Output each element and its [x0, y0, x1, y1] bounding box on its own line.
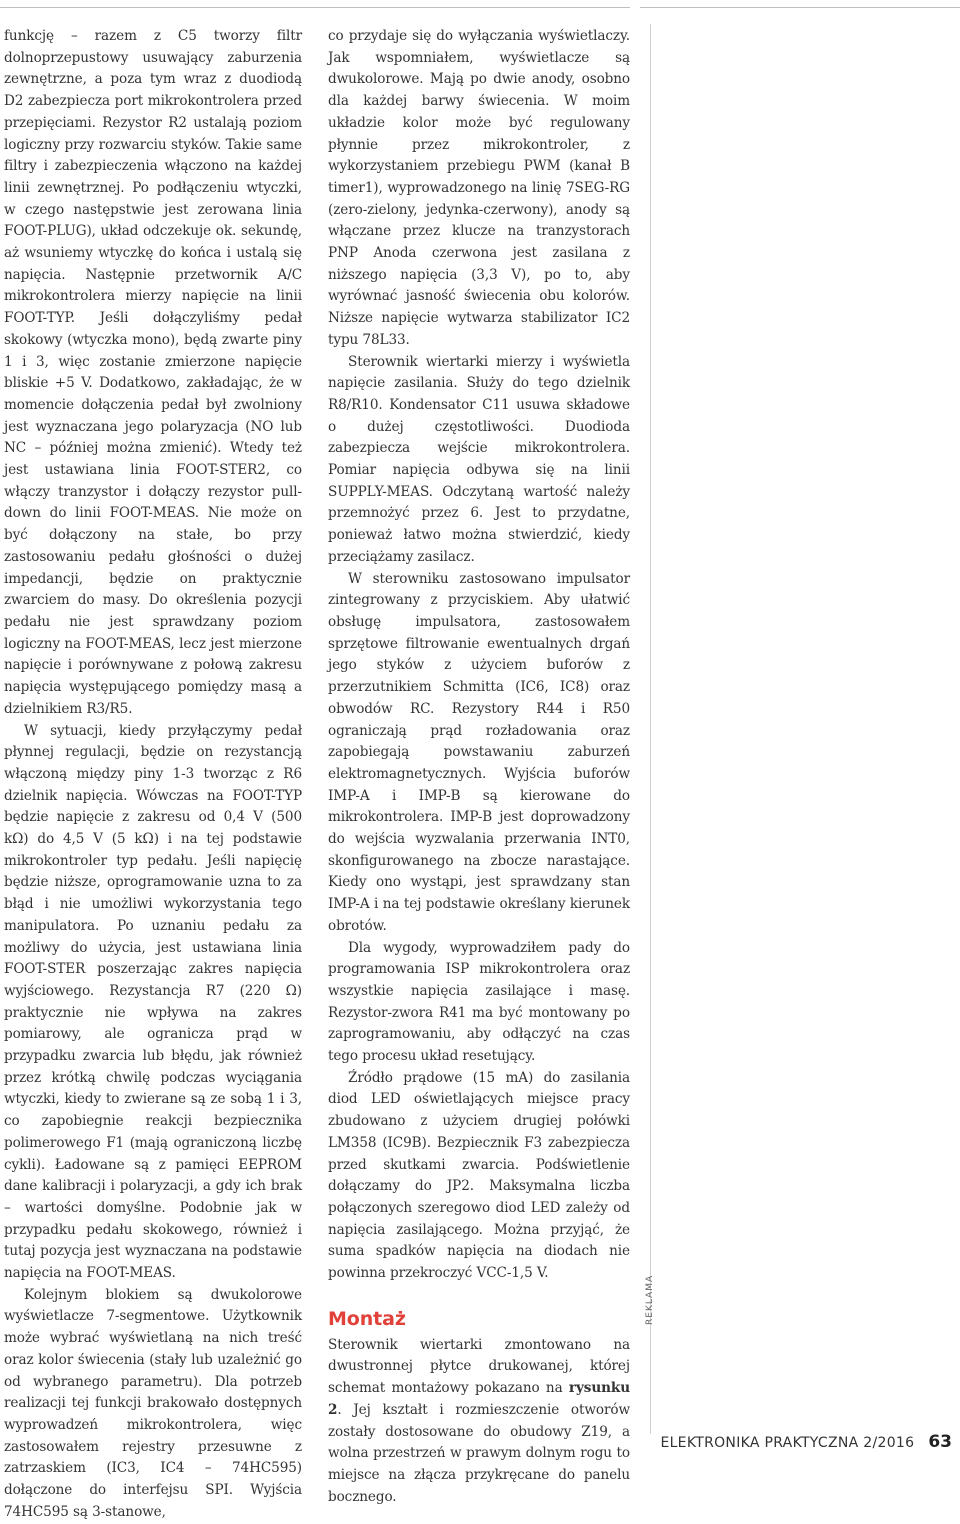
paragraph: Kolejnym blokiem są dwukolorowe wyświetlacze 7-segmentowe. Użytkownik może wybrać wyświetlaną na nich treść oraz kolor świecenia (stały lub uzależnić go od wybranego parametru). Dla potrzeb realizacji tej funkcji brakowało dostępnych wyprowadzeń mikrokontrolera, więc zastosowałem rejestry przesuwne z zatrzaskiem (IC3, IC4 – 74HC595) dołączone do interfejsu SPI. Wyjścia 74HC595 są 3-stanowe,: [4, 1286, 302, 1520]
paragraph: Sterownik wiertarki mierzy i wyświetla napięcie zasilania. Służy do tego dzielnik R8/R10. Kondensator C11 usuwa składowe o dużej częstotliwości. Duodioda zabezpiecza wejście mikrokontrolera. Pomiar napięcia odbywa się na linii SUPPLY-MEAS. Odczytaną wartość należy przemnożyć przez 6. Jest to przydatne, ponieważ łatwo można stwierdzić, kiedy przeciążamy zasilacz.: [328, 353, 630, 565]
paragraph: W sytuacji, kiedy przyłączymy pedał płynnej regulacji, będzie on rezystancją włączoną między piny 1-3 tworząc z R6 dzielnik napięcia. Wówczas na FOOT-TYP będzie napięcie z zakresu od 0,4 V (500 kΩ) do 4,5 V (5 kΩ) i na tej podstawie mikrokontroler typ pedału. Jeśli napięcię będzie niższe, oprogramowanie uzna to za błąd i nie umożliwi wykorzystania tego manipulatora. Po uznaniu pedału za możliwy do użycia, jest ustawiana linia FOOT-STER poszerzając zakres napięcia wyjściowego. Rezystancja R7 (220 Ω) praktycznie nie wpływa na zakres pomiarowy, ale ogranicza prąd w przypadku zwarcia lub błędu, jak również przez krótką chwilę podczas wyciągania wtyczki, kiedy to zwierane są ze sobą 1 i 3, co zapobiegnie reakcji bezpiecznika polimerowego F1 (mają ograniczoną liczbę cykli). Ładowane są z pamięci EEPROM dane kalibracji i polaryzacji, a gdy ich brak – wartości domyślne. Podobnie jak w przypadku pedału skokowego, również i tutaj pozycja jest wyznaczana na podstawie napięcia na FOOT-MEAS.: [4, 722, 302, 1282]
left-column: [4, 26, 302, 1524]
montage-paragraph: [328, 1335, 630, 1509]
paragraph: Źródło prądowe (15 mA) do zasilania diod LED oświetlających miejsce pracy zbudowano z użyciem drugiej połówki LM358 (IC9B). Bezpiecznik F3 zabezpiecza przed skutkami zwarcia. Podświetlenie dołączamy do JP2. Maksymalna liczba połączonych szeregowo diod LED zależy od napięcia zasilającego. Można przyjąć, że suma spadków napięcia na diodach nie powinna przekroczyć VCC-1,5 V.: [328, 1069, 630, 1282]
page-footer: [660, 1432, 952, 1452]
paragraph: funkcję – razem z C5 tworzy filtr dolnoprzepustowy usuwający zaburzenia zewnętrzne, a poza tym wraz z duodiodą D2 zabezpiecza port mikrokontrolera przed przepięciami. Rezystor R2 ustalają poziom logiczny przy rozwarciu styków. Takie same filtry i zabezpieczenia włączono na każdej linii zewnętrznej. Po podłączeniu wtyczki, w czego następstwie jest zerowana linia FOOT-PLUG), układ odczekuje ok. sekundę, aż wsuniemy wtyczkę do końca i ustalą się napięcia. Następnie przetwornik A/C mikrokontrolera mierzy napięcie na linii FOOT-TYP. Jeśli dołączyliśmy pedał skokowy (wtyczka mono), będą zwarte piny 1 i 3, więc zostanie zmierzone napięcie bliskie +5 V. Dodatkowo, zakładając, że w momencie dołączenia pedał był zwolniony jest wyznaczana jego polaryzacja (NO lub NC – później można zmienić). Wtedy też jest ustawiana linia FOOT-STER2, co włączy tranzystor i dołączy rezystor pull-down do linii FOOT-MEAS. Nie może on być dołączony na stałe, bo przy zastosowaniu pedału głośności o dużej impedancji, będzie on praktycznie zwarciem do masy. Do określenia pozycji pedału nie jest sprawdzany poziom logiczny na FOOT-MEAS, lecz jest mierzone napięcie i porównywane z połową zakresu napięcia występującego pomiędzy masą a dzielnikiem R3/R5.: [4, 28, 302, 717]
paragraph: Dla wygody, wyprowadziłem pady do programowania ISP mikrokontrolera oraz wszystkie napięcia zasilające i masę. Rezystor-zwora R41 ma być montowany po zaprogramowaniu, aby odłączyć na czas tego procesu układ resetujący.: [328, 939, 630, 1065]
page-number: 63: [928, 1432, 952, 1452]
right-column: [328, 26, 630, 1508]
montage-text-after: . Jej kształt i rozmieszczenie otworów zostały dostosowane do obudowy Z19, a wolna przestrzeń w prawym dolnym rogu to miejsce na złącza przykręcane do panelu bocznego.: [328, 1401, 630, 1505]
ad-label: REKLAMA: [645, 1274, 655, 1326]
magazine-title: ELEKTRONIKA PRAKTYCZNA 2/2016: [660, 1435, 915, 1451]
paragraph: co przydaje się do wyłączania wyświetlaczy. Jak wspomniałem, wyświetlacze są dwukolorowe. Mają po dwie anody, osobno dla każdej barwy świecenia. W moim układzie kolor może być regulowany płynnie przez mikrokontroler, z wykorzystaniem przebiegu PWM (kanał B timer1), wyprowadzonego na linię 7SEG-RG (zero-zielony, jedynka-czerwony), anody są włączane przez klucze na tranzystorach PNP Anoda czerwona jest zasilana z niższego napięcia (3,3 V), po to, aby wyrównać jasność świecenia obu kolorów. Niższe napięcie wytwarza stabilizator IC2 typu 78L33.: [328, 28, 630, 348]
section-heading: Montaż: [328, 1307, 406, 1330]
top-rule: [0, 7, 630, 8]
top-rule-right: [640, 7, 960, 8]
ad-divider: [650, 24, 651, 1434]
figure-reference: rysunku 2: [328, 1380, 630, 1418]
montage-text-before: Sterownik wiertarki zmontowano na dwustronnej płytce drukowanej, której schemat montażowy pokazano na: [328, 1336, 630, 1397]
paragraph: W sterowniku zastosowano impulsator zintegrowany z przyciskiem. Aby ułatwić obsługę impulsatora, zastosowałem sprzętowe filtrowanie ewentualnych drgań jego styków z użyciem buforów z przerzutnikiem Schmitta (IC6, IC8) oraz obwodów RC. Rezystory R44 i R50 ograniczają prąd rozładowania oraz zapobiegają powstawaniu zaburzeń elektromagnetycznych. Wyjścia buforów IMP-A i IMP-B są kierowane do mikrokontrolera. IMP-B jest doprowadzony do wejścia wyzwalania przerwania INT0, skonfigurowanego na zbocze narastające. Kiedy ono wystąpi, jest sprawdzany stan IMP-A i na tej podstawie określany kierunek obrotów.: [328, 570, 630, 934]
